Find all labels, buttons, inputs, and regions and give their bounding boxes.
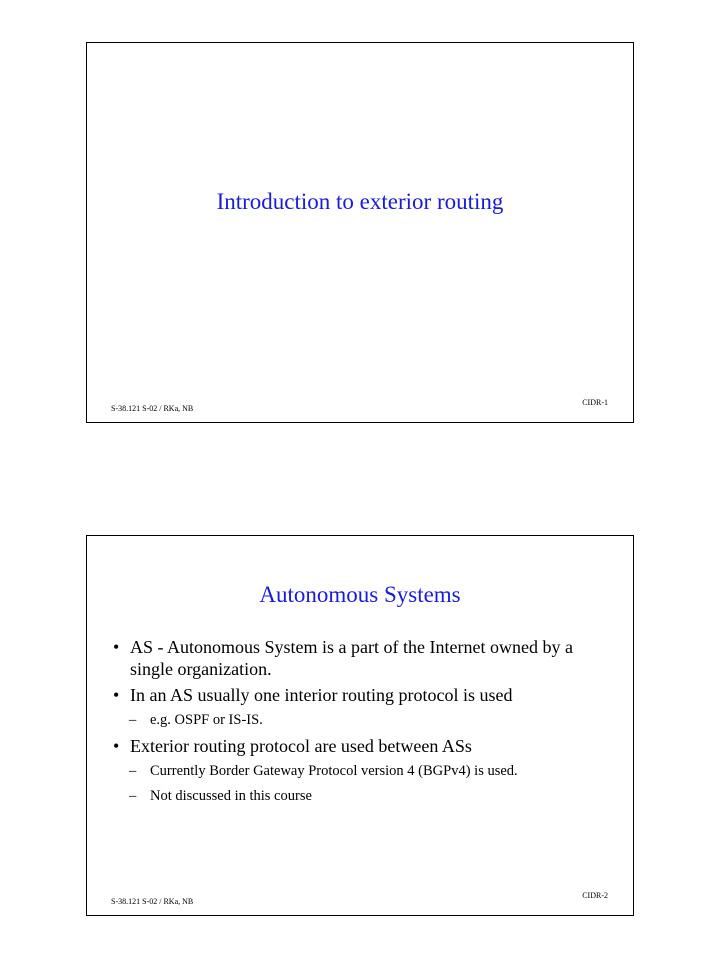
bullet-item (113, 735, 613, 757)
bullet-list (113, 636, 613, 811)
sub-bullet-text: Not discussed in this course (150, 788, 312, 804)
sub-bullet-marker: – (129, 712, 137, 728)
bullet-marker: • (113, 736, 120, 756)
slide-title: Autonomous Systems (259, 582, 461, 607)
sub-bullet-item (113, 786, 613, 806)
sub-bullet-item (113, 710, 613, 730)
slide-1 (86, 42, 634, 423)
bullet-text: AS - Autonomous System is a part of the Internet owned by a single organization. (130, 637, 573, 679)
slide-title: Introduction to exterior routing (216, 189, 504, 214)
slide-number: CIDR-2 (582, 891, 608, 900)
sub-bullet-text: e.g. OSPF or IS-IS. (150, 712, 263, 728)
bullet-text: Exterior routing protocol are used between ASs (130, 736, 472, 756)
slide-footer-course: S-38.121 S-02 / RKa, NB (111, 404, 194, 413)
sub-bullet-marker: – (129, 788, 137, 804)
slide-2 (86, 535, 634, 916)
sub-bullet-marker: – (129, 763, 137, 779)
bullet-item (113, 684, 613, 706)
slide-footer-course: S-38.121 S-02 / RKa, NB (111, 897, 194, 906)
bullet-item (113, 636, 613, 680)
slide-number: CIDR-1 (582, 398, 608, 407)
bullet-text: In an AS usually one interior routing protocol is used (130, 685, 513, 705)
bullet-marker: • (113, 685, 120, 705)
bullet-marker: • (113, 637, 120, 657)
sub-bullet-item (113, 761, 613, 781)
sub-bullet-text: Currently Border Gateway Protocol version 4 (BGPv4) is used. (150, 763, 518, 779)
